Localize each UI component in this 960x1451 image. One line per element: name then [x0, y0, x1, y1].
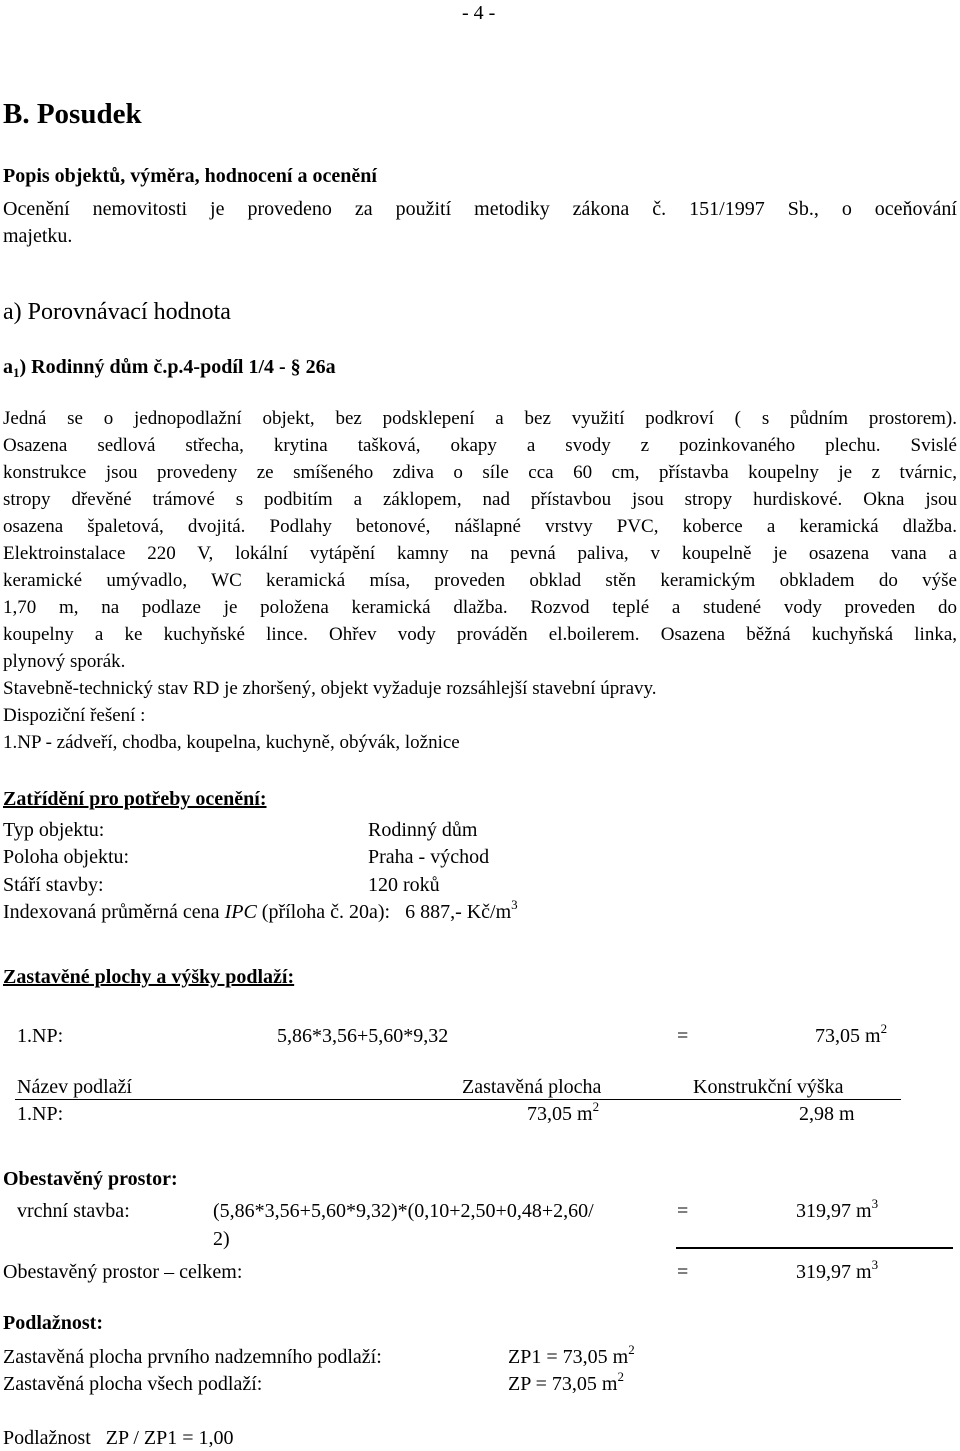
- vrchni-formula-2: 2): [213, 1228, 230, 1250]
- ipc-exp: 3: [511, 897, 518, 912]
- porovnavaci-heading: a) Porovnávací hodnota: [3, 299, 231, 325]
- sum-rule: [676, 1247, 953, 1249]
- ipc-line: [3, 897, 518, 923]
- celkem-exp: 3: [871, 1257, 879, 1272]
- description-line: Stavebně-technický stav RD je zhoršený, objekt vyžaduje rozsáhlejší stavební úpravy.: [3, 678, 657, 699]
- object-heading-sub: 1: [13, 365, 20, 380]
- poloha-value: Praha - východ: [368, 846, 490, 868]
- description-line: osazena špaletová, dvojitá. Podlahy betonové, nášlapné vrstvy PVC, koberce a keramická dlažba.: [3, 516, 957, 537]
- zp1-exp: 2: [628, 1342, 635, 1357]
- celkem-value-text: 319,97 m: [796, 1261, 872, 1283]
- description-line: 1,70 m, na podlaze je položena keramická dlažba. Rozvod teplé a studené vody proveden do: [3, 597, 957, 618]
- celkem-label: Obestavěný prostor – celkem:: [3, 1261, 243, 1283]
- vrchni-formula-1: (5,86*3,56+5,60*9,32)*(0,10+2,50+0,48+2,60/: [213, 1200, 594, 1222]
- table-row-name: 1.NP:: [17, 1103, 64, 1125]
- vrchni-value: [796, 1196, 879, 1222]
- intro-line-1: [3, 199, 957, 219]
- table-row-area-text: 73,05 m: [527, 1103, 593, 1125]
- description-line: plynový sporák.: [3, 651, 126, 672]
- zastavene-row-value-text: 73,05 m: [815, 1025, 881, 1047]
- ipc-post: (příloha č. 20a): 6 887,- Kč/m: [256, 901, 512, 923]
- zp1-value-text: ZP1 = 73,05 m: [508, 1346, 629, 1368]
- ipc-pre: Indexovaná průměrná cena: [3, 901, 225, 923]
- vrchni-eq: =: [677, 1200, 689, 1222]
- description-line: stropy dřevěné trámové s podbitím a záklopem, nad přístavbou jsou stropy hurdiskové. Okna jsou: [3, 489, 957, 510]
- zp-value-text: ZP = 73,05 m: [508, 1373, 618, 1395]
- table-header-height: Konstrukční výška: [693, 1076, 844, 1098]
- vrchni-value-text: 319,97 m: [796, 1200, 872, 1222]
- obestaveny-heading: Obestavěný prostor:: [3, 1168, 178, 1190]
- zp1-value: [508, 1342, 635, 1368]
- zastavene-row-exp: 2: [880, 1021, 888, 1036]
- zp1-label: Zastavěná plocha prvního nadzemního podlaží:: [3, 1346, 382, 1368]
- podlaznost-ratio: Podlažnost ZP / ZP1 = 1,00: [3, 1427, 234, 1449]
- stari-value: 120 roků: [368, 874, 440, 896]
- description-line: keramické umývadlo, WC keramická mísa, proveden obklad stěn keramickým obkladem do výše: [3, 570, 957, 591]
- celkem-eq: =: [677, 1261, 689, 1283]
- zastavene-row-value: [815, 1021, 888, 1047]
- description: [3, 405, 957, 756]
- typ-label: Typ objektu:: [3, 819, 105, 841]
- object-heading-rest: ) Rodinný dům č.p.4-podíl 1/4 - § 26a: [19, 356, 336, 378]
- table-header-area: Zastavěná plocha: [462, 1076, 602, 1098]
- section-title: B. Posudek: [3, 98, 142, 130]
- zp-value: [508, 1369, 624, 1395]
- zp-label: Zastavěná plocha všech podlaží:: [3, 1373, 263, 1395]
- zastavene-heading: Zastavěné plochy a výšky podlaží:: [3, 966, 295, 988]
- table-row-height: 2,98 m: [799, 1103, 855, 1125]
- object-heading: [3, 356, 336, 380]
- description-line: Osazena sedlová střecha, krytina tašková, okapy a svody z pozinkovaného plechu. Svislé: [3, 435, 957, 456]
- podlaznost-heading: Podlažnost:: [3, 1312, 103, 1334]
- typ-value: Rodinný dům: [368, 819, 478, 841]
- subtitle: Popis objektů, výměra, hodnocení a ocenění: [3, 165, 377, 187]
- description-line: konstrukce jsou provedeny ze smíšeného zdiva o síle cca 60 cm, přístavba koupelny je z tvárnic,: [3, 462, 957, 483]
- zatrideni-heading: Zatřídění pro potřeby ocenění:: [3, 788, 267, 810]
- ipc-abbr: IPC: [224, 901, 257, 923]
- intro-line-2: majetku.: [3, 225, 73, 247]
- description-line: Elektroinstalace 220 V, lokální vytápění kamny na pevná paliva, v koupelně je osazena vana a: [3, 543, 957, 564]
- zastavene-row-label: 1.NP:: [17, 1025, 64, 1047]
- poloha-label: Poloha objektu:: [3, 846, 130, 868]
- description-line: Jedná se o jednopodlažní objekt, bez podsklepení a bez využití podkroví ( s půdním prostorem).: [3, 408, 957, 429]
- description-line: Dispoziční řešení :: [3, 705, 146, 726]
- intro-line-1-text: Ocenění nemovitosti je provedeno za použití metodiky zákona č. 151/1997 Sb., o oceňování: [3, 198, 957, 220]
- table-row-area: [527, 1099, 600, 1125]
- table-divider: [15, 1099, 901, 1100]
- object-heading-a: a: [3, 356, 13, 378]
- table-row-area-exp: 2: [592, 1099, 600, 1114]
- vrchni-label: vrchní stavba:: [17, 1200, 130, 1222]
- zastavene-row-formula: 5,86*3,56+5,60*9,32: [277, 1025, 449, 1047]
- stari-label: Stáří stavby:: [3, 874, 104, 896]
- description-line: koupelny a ke kuchyňské lince. Ohřev vody prováděn el.boilerem. Osazena běžná kuchyňská linka,: [3, 624, 957, 645]
- description-line: 1.NP - zádveří, chodba, koupelna, kuchyně, obývák, ložnice: [3, 732, 460, 753]
- zp-exp: 2: [617, 1369, 624, 1384]
- page-number: - 4 -: [462, 2, 496, 24]
- vrchni-exp: 3: [871, 1196, 879, 1211]
- celkem-value: [796, 1257, 879, 1283]
- zastavene-row-eq: =: [677, 1025, 689, 1047]
- table-header-name: Název podlaží: [17, 1076, 132, 1098]
